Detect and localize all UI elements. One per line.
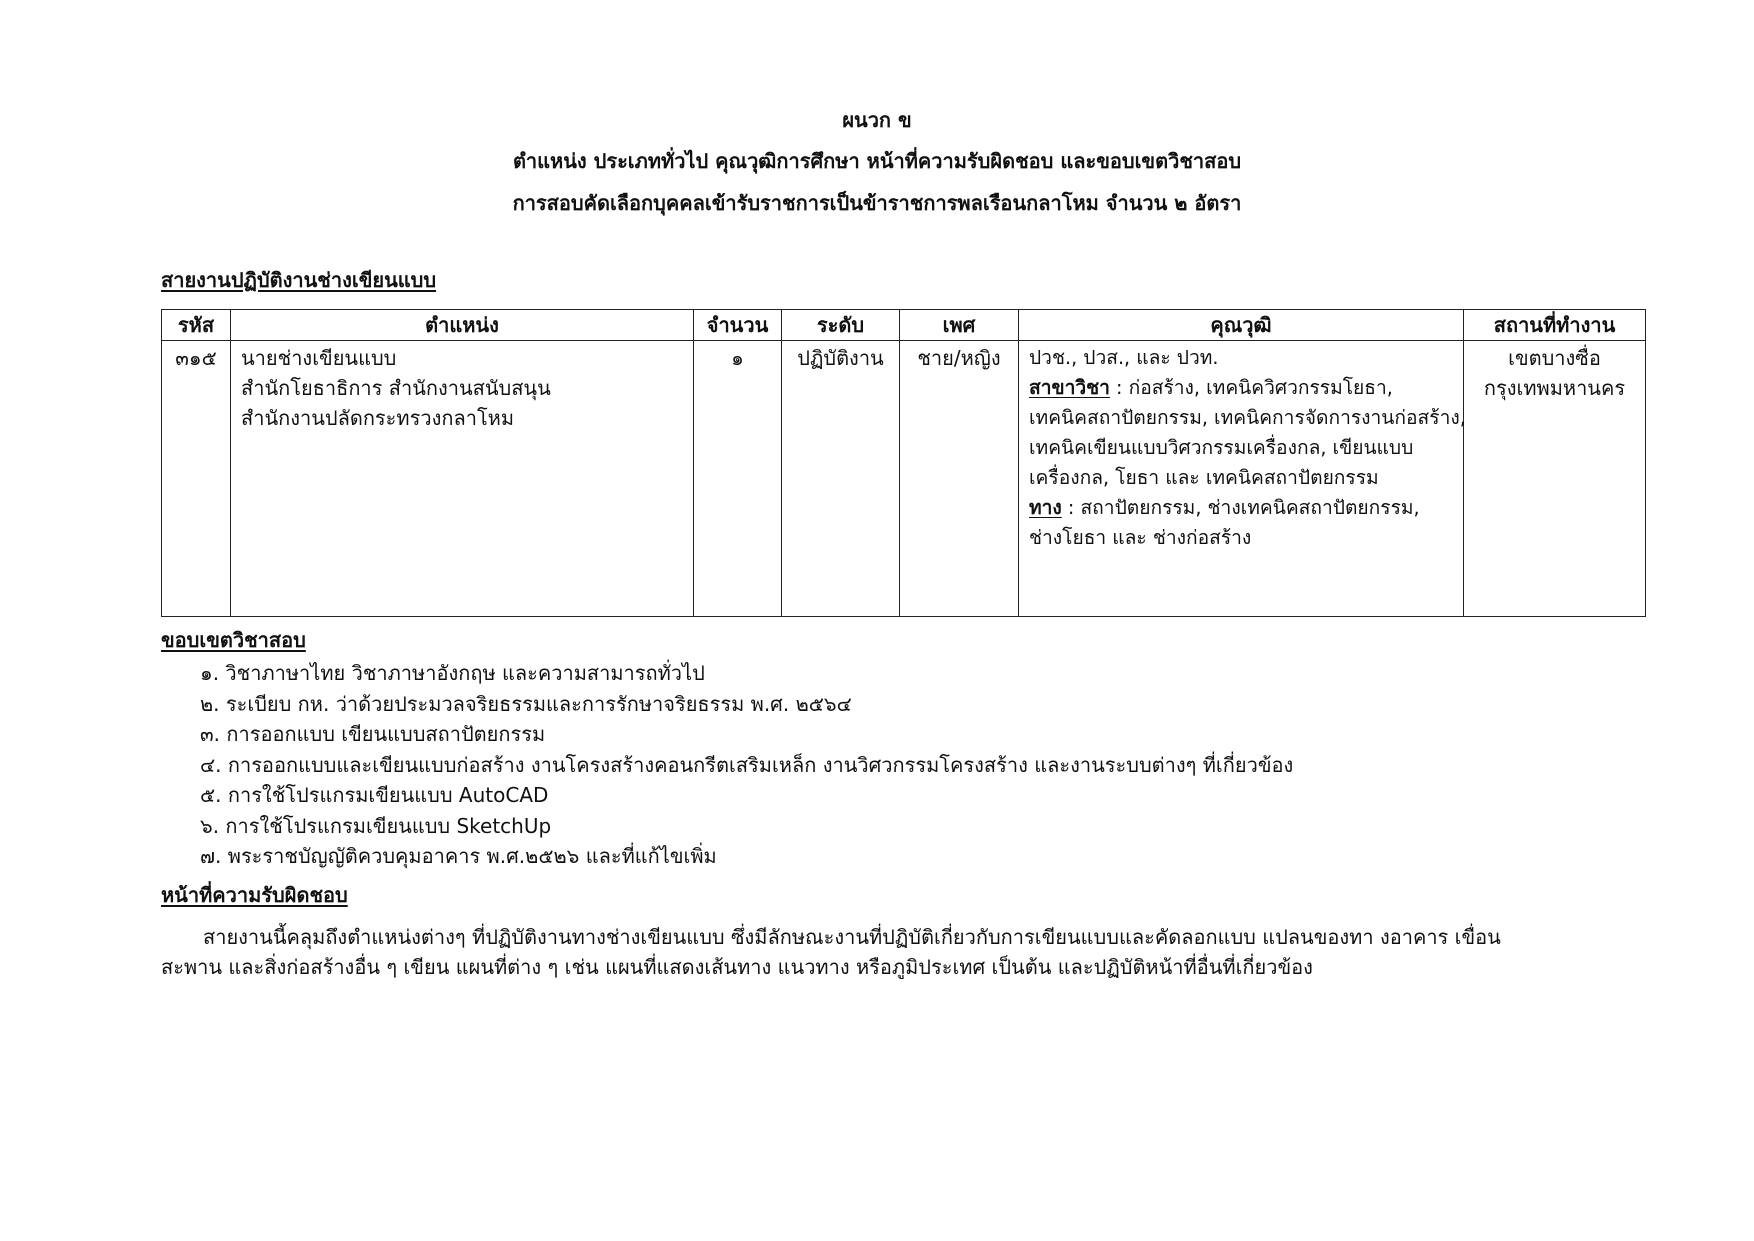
table-row (162, 341, 1646, 617)
qualification-degrees: ปวช., ปวส., และ ปวท. (1029, 346, 1219, 369)
header-position: ตำแหน่ง (231, 310, 694, 341)
cell-level: ปฏิบัติงาน (782, 341, 900, 617)
exam-scope-title: ขอบเขตวิชาสอบ (161, 628, 306, 652)
header-qualification: คุณวุฒิ (1019, 310, 1464, 341)
document-subtitle: การสอบคัดเลือกบุคคลเข้ารับราชการเป็นข้าราชการพลเรือนกลาโหม จำนวน ๒ อัตรา (512, 191, 1242, 215)
header-code: รหัส (162, 310, 231, 341)
track-line-2: ช่างโยธา และ ช่างก่อสร้าง (1029, 526, 1252, 549)
list-item: ๓. การออกแบบ เขียนแบบสถาปัตยกรรม (200, 722, 546, 746)
cell-code: ๓๑๕ (162, 341, 231, 617)
duty-title: หน้าที่ความรับผิดชอบ (161, 883, 348, 907)
header-level: ระดับ (782, 310, 900, 341)
position-name: นายช่างเขียนแบบ (241, 346, 397, 370)
header-workplace: สถานที่ทำงาน (1464, 310, 1646, 341)
track-line-1: : สถาปัตยกรรม, ช่างเทคนิคสถาปัตยกรรม, (1061, 496, 1420, 519)
cell-qualification (1019, 341, 1464, 617)
header-count: จำนวน (694, 310, 782, 341)
list-item: ๗. พระราชบัญญัติควบคุมอาคาร พ.ศ.๒๕๒๖ และที่แก้ไขเพิ่ม (200, 844, 717, 868)
workplace-city: กรุงเทพมหานคร (1483, 376, 1626, 400)
duty-paragraph (161, 922, 1651, 982)
duty-line-2: สะพาน และสิ่งก่อสร้างอื่น ๆ เขียน แผนที่ต่าง ๆ เช่น แผนที่แสดงเส้นทาง แนวทาง หรือภูมิประเทศ เป็นต้น และปฏิบัติหน้าที่อื่นที่เกี่ยวข้อง (161, 955, 1313, 979)
cell-sex: ชาย/หญิง (900, 341, 1019, 617)
cell-position (231, 341, 694, 617)
list-item: ๕. การใช้โปรแกรมเขียนแบบ AutoCAD (200, 783, 549, 807)
list-item: ๖. การใช้โปรแกรมเขียนแบบ SketchUp (200, 813, 552, 838)
duty-line-1: สายงานนี้คลุมถึงตำแหน่งต่างๆ ที่ปฏิบัติงานทางช่างเขียนแบบ ซึ่งมีลักษณะงานที่ปฏิบัติเกี่ยวกับการเขียนแบบและคัดลอกแบบ แปลนของทา งอาคาร เขื่อน (203, 925, 1501, 949)
table-header-row (162, 310, 1646, 341)
document-title: ตำแหน่ง ประเภททั่วไป คุณวุฒิการศึกษา หน้าที่ความรับผิดชอบ และขอบเขตวิชาสอบ (512, 149, 1242, 173)
position-office: สำนักงานปลัดกระทรวงกลาโหม (241, 406, 515, 430)
list-item: ๔. การออกแบบและเขียนแบบก่อสร้าง งานโครงสร้างคอนกรีตเสริมเหล็ก งานวิศวกรรมโครงสร้าง และงานระบบต่างๆ ที่เกี่ยวข้อง (200, 752, 1294, 777)
exam-scope-list (200, 658, 1293, 872)
field-line-4: เครื่องกล, โยธา และ เทคนิคสถาปัตยกรรม (1029, 466, 1379, 489)
list-item: ๒. ระเบียบ กห. ว่าด้วยประมวลจริยธรรมและการรักษาจริยธรรม พ.ศ. ๒๕๖๔ (200, 691, 852, 716)
cell-workplace (1464, 341, 1646, 617)
position-table (161, 309, 1646, 617)
section-line-title: สายงานปฏิบัติงานช่างเขียนแบบ (161, 268, 437, 292)
list-item: ๑. วิชาภาษาไทย วิชาภาษาอังกฤษ และความสามารถทั่วไป (200, 661, 705, 685)
field-label: สาขาวิชา (1029, 376, 1110, 399)
field-line-1: : ก่อสร้าง, เทคนิควิศวกรรมโยธา, (1109, 376, 1393, 399)
annex-title: ผนวก ข (842, 108, 912, 132)
field-line-2: เทคนิคสถาปัตยกรรม, เทคนิคการจัดการงานก่อสร้าง, (1029, 406, 1466, 429)
field-line-3: เทคนิคเขียนแบบวิศวกรรมเครื่องกล, เขียนแบบ (1029, 436, 1414, 459)
cell-count: ๑ (694, 341, 782, 617)
qualification-track-line (1029, 493, 1453, 523)
qualification-fields-line (1029, 373, 1453, 403)
track-label: ทาง (1029, 496, 1062, 519)
header-sex: เพศ (900, 310, 1019, 341)
workplace-district: เขตบางซื่อ (1508, 346, 1601, 370)
position-unit: สำนักโยธาธิการ สำนักงานสนับสนุน (241, 376, 551, 400)
